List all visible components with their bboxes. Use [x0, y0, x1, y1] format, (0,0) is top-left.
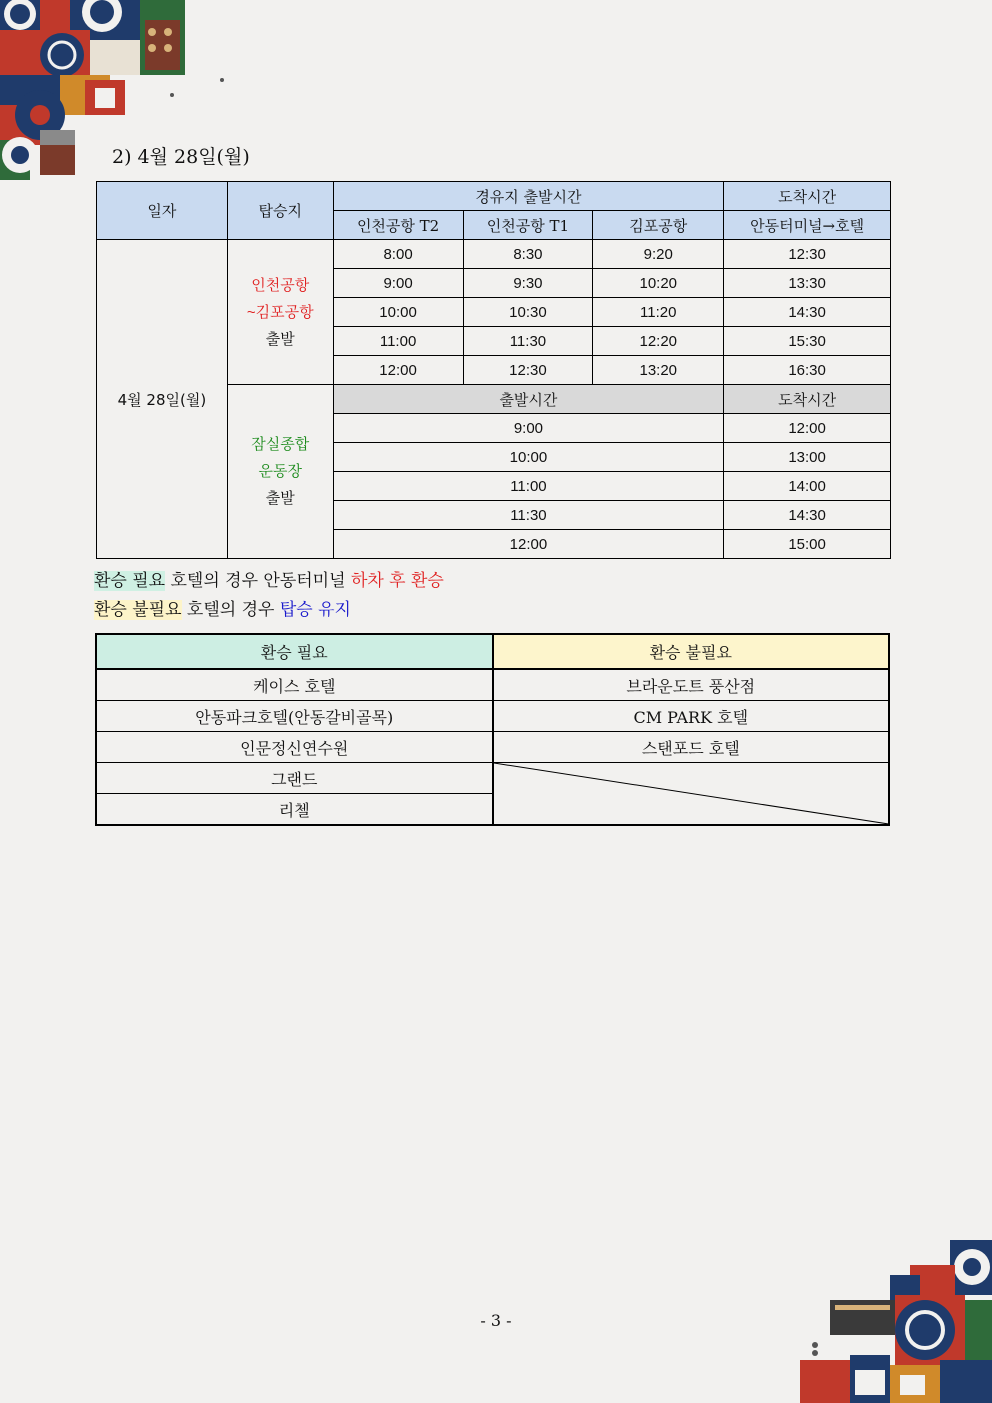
header-via-departure: 경유지 출발시간 — [333, 182, 724, 211]
shuttle-schedule-table — [96, 181, 891, 559]
time-cell: 15:00 — [724, 530, 891, 559]
time-cell: 16:30 — [724, 356, 891, 385]
time-cell: 8:30 — [463, 240, 593, 269]
subheader-departure: 출발시간 — [333, 385, 724, 414]
header-arrival: 도착시간 — [724, 182, 891, 211]
empty-diagonal-cell — [493, 763, 890, 826]
header-boarding: 탑승지 — [227, 182, 333, 240]
section-heading: 2) 4월 28일(월) — [112, 146, 250, 168]
time-cell: 11:30 — [333, 501, 724, 530]
time-cell: 12:20 — [593, 327, 724, 356]
date-cell: 4월 28일(월) — [97, 240, 228, 559]
time-cell: 11:00 — [333, 472, 724, 501]
hotel-transfer-needed: 케이스 호텔 — [96, 669, 493, 701]
time-cell: 11:30 — [463, 327, 593, 356]
time-cell: 10:00 — [333, 298, 463, 327]
time-cell: 14:30 — [724, 501, 891, 530]
header-no-transfer: 환승 불필요 — [493, 634, 890, 669]
note-emphasis-stay: 탑승 유지 — [279, 600, 351, 620]
note-transfer-needed — [94, 567, 444, 596]
time-cell: 14:00 — [724, 472, 891, 501]
time-cell: 9:20 — [593, 240, 724, 269]
hotel-transfer-table — [95, 633, 890, 826]
header-terminal-hotel: 안동터미널→호텔 — [724, 211, 891, 240]
time-cell: 14:30 — [724, 298, 891, 327]
time-cell: 12:00 — [333, 356, 463, 385]
transfer-notes — [94, 567, 444, 625]
time-cell: 10:00 — [333, 443, 724, 472]
diagonal-line — [494, 763, 889, 824]
subheader-arrival: 도착시간 — [724, 385, 891, 414]
time-cell: 12:00 — [724, 414, 891, 443]
note-text: 호텔의 경우 — [181, 600, 280, 620]
hotel-transfer-needed: 그랜드 — [96, 763, 493, 794]
time-cell: 10:20 — [593, 269, 724, 298]
header-transfer-needed: 환승 필요 — [96, 634, 493, 669]
header-date: 일자 — [97, 182, 228, 240]
time-cell: 13:20 — [593, 356, 724, 385]
hotel-transfer-needed: 안동파크호텔(안동갈비골목) — [96, 701, 493, 732]
page-number: - 3 - — [480, 1311, 512, 1330]
time-cell: 13:30 — [724, 269, 891, 298]
time-cell: 9:30 — [463, 269, 593, 298]
boarding-airport-line3: 출발 — [265, 330, 295, 348]
note-text: 호텔의 경우 안동터미널 — [165, 571, 351, 591]
boarding-jamsil-line2: 운동장 — [258, 463, 302, 480]
hotel-transfer-needed: 리첼 — [96, 794, 493, 826]
time-cell: 10:30 — [463, 298, 593, 327]
hotel-no-transfer: 스탠포드 호텔 — [493, 732, 890, 763]
hotel-no-transfer: CM PARK 호텔 — [493, 701, 890, 732]
note-no-transfer — [94, 596, 444, 625]
note-label-no-transfer: 환승 불필요 — [94, 600, 182, 620]
time-cell: 13:00 — [724, 443, 891, 472]
boarding-jamsil-line1: 잠실종합 — [251, 436, 310, 453]
time-cell: 8:00 — [333, 240, 463, 269]
header-incheon-t1: 인천공항 T1 — [463, 211, 593, 240]
time-cell: 12:00 — [333, 530, 724, 559]
note-label-transfer-needed: 환승 필요 — [94, 571, 166, 591]
time-cell: 11:20 — [593, 298, 724, 327]
hotel-no-transfer: 브라운도트 풍산점 — [493, 669, 890, 701]
boarding-jamsil-line3: 출발 — [265, 490, 295, 507]
time-cell: 12:30 — [724, 240, 891, 269]
time-cell: 11:00 — [333, 327, 463, 356]
header-gimpo: 김포공항 — [593, 211, 724, 240]
boarding-airport-line1: 인천공항 — [251, 276, 310, 294]
decorative-pattern-top-left — [0, 0, 230, 200]
time-cell: 12:30 — [463, 356, 593, 385]
time-cell: 9:00 — [333, 269, 463, 298]
hotel-transfer-needed: 인문정신연수원 — [96, 732, 493, 763]
boarding-airport — [227, 240, 333, 385]
time-cell: 15:30 — [724, 327, 891, 356]
boarding-airport-line2: ~김포공항 — [246, 303, 314, 321]
note-emphasis-transfer: 하차 후 환승 — [350, 571, 444, 591]
time-cell: 9:00 — [333, 414, 724, 443]
boarding-jamsil — [227, 385, 333, 559]
header-incheon-t2: 인천공항 T2 — [333, 211, 463, 240]
